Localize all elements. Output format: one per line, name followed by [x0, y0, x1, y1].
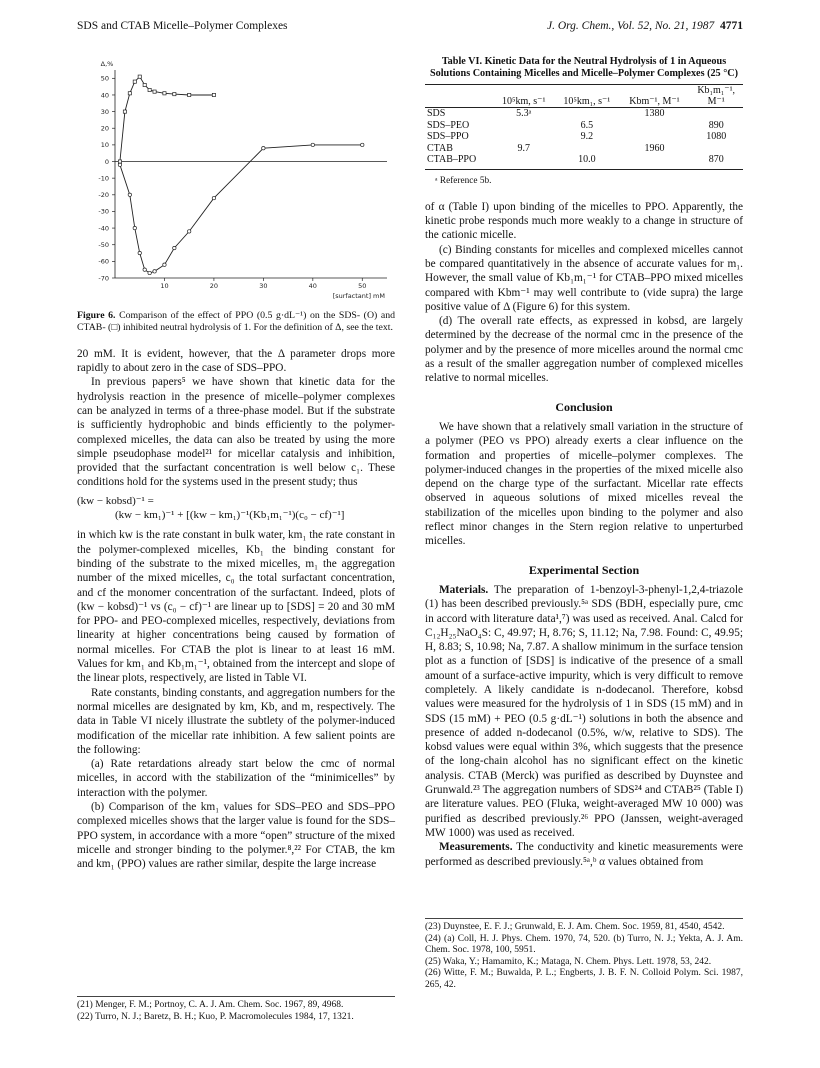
- paragraph: Rate constants, binding constants, and aggregation numbers for the normal micelles are designated by km, Kb, and m, respectively. The data in Table VI nicely illustrate the subtlety of the polymer-induced modification of the micellar rate inhibition. A few salient points are the following:: [77, 686, 395, 756]
- data-point-circle: [153, 270, 156, 273]
- data-point-square: [153, 90, 156, 93]
- data-point-circle: [148, 271, 151, 274]
- paragraph: of α (Table I) upon binding of the micelles to PPO. Apparently, the kinetic probe responds much more weakly to a change in structure of the cationic micelle.: [425, 200, 743, 242]
- table-header: [425, 96, 493, 108]
- left-column: [77, 56, 395, 872]
- series-line: [120, 145, 362, 273]
- footnote: (21) Menger, F. M.; Portnoy, C. A. J. Am. Chem. Soc. 1967, 89, 4968.: [77, 1000, 344, 1010]
- y-tick-label: 30: [100, 107, 109, 116]
- y-tick-label: -10: [98, 174, 109, 183]
- paragraph: (b) Comparison of the km₁ values for SDS–PEO and SDS–PPO complexed micelles shows that the larger value is found for the SDS–PPO system, in accordance with a more “open” structure of the mixed micelle and stronger binding to the polymer.⁸,²² For CTAB, the km and km₁ (PPO) values are rather similar, despite the large increase: [77, 801, 395, 871]
- paragraph: In previous papers⁵ we have shown that kinetic data for the hydrolysis reaction in the presence of micelle–polymer complexes can be analyzed in terms of a three-phase model. But if the substrate is sufficiently hydrophobic and binds efficiently to the polymer-complexed micelles, the data can also be treated by using the more simple pseudophase model²¹ for micellar catalysis and inhibition, provided that the surfactant concentration is well below c₁. These conditions hold for the systems used in the present study; thus: [77, 376, 395, 489]
- data-point-circle: [212, 196, 215, 199]
- data-point-circle: [311, 143, 314, 146]
- table-header: M⁻¹: [689, 96, 743, 108]
- table-cell: [493, 154, 554, 169]
- equation-line: (kw − kobsd)⁻¹ =: [77, 494, 154, 507]
- table-cell: 9.7: [517, 142, 530, 154]
- table-cell: SDS–PEO: [427, 119, 470, 131]
- x-tick-label: 10: [160, 282, 169, 290]
- table-cell: [620, 120, 690, 132]
- y-tick-label: -30: [98, 207, 109, 216]
- data-point-circle: [118, 163, 121, 166]
- running-header-right: [547, 20, 743, 32]
- data-point-circle: [133, 226, 136, 229]
- y-tick-label: -60: [98, 257, 109, 266]
- y-tick-label: -70: [98, 274, 109, 283]
- table-row: [425, 108, 743, 120]
- data-point-square: [133, 80, 136, 83]
- y-tick-label: -50: [98, 241, 109, 250]
- data-point-square: [163, 92, 166, 95]
- x-tick-label: 20: [209, 282, 219, 290]
- table-cell: CTAB–PPO: [425, 154, 493, 169]
- journal-citation: J. Org. Chem., Vol. 52, No. 21, 1987: [546, 20, 715, 32]
- equation-line: (kw − km₁)⁻¹ + [(kw − km₁)⁻¹(Kb₁m₁⁻¹)(c₀ − cf)⁻¹]: [115, 509, 345, 522]
- paragraph-text: The conductivity and kinetic measurements were performed as described previously.⁵ᵃ,ᵇ α values obtained from: [425, 841, 744, 868]
- table-cell: [689, 108, 743, 120]
- table-header: Kb₁m₁⁻¹,: [689, 85, 743, 97]
- paragraph: [425, 840, 743, 869]
- right-column: [425, 56, 743, 869]
- table-cell: [554, 143, 619, 155]
- x-tick-label: 30: [259, 282, 268, 290]
- footnote: (25) Waka, Y.; Hamamito, K.; Mataga, N. Chem. Phys. Lett. 1978, 53, 242.: [425, 956, 712, 967]
- paragraph: 20 mM. It is evident, however, that the Δ parameter drops more rapidly to about zero in the case of SDS–PPO.: [77, 347, 395, 375]
- y-tick-label: 20: [100, 124, 109, 133]
- paragraph: (c) Binding constants for micelles and complexed micelles cannot be compared quantitatively in the absence of accurate values for m₁. However, the small value of Kb₁m₁⁻¹ for CTAB–PPO mixed micelles compared with Kbm⁻¹ may well contribute to (vide supra) the large positive value of Δ (Figure 6) for this system.: [425, 243, 743, 313]
- paragraph: We have shown that a relatively small variation in the structure of a polymer (PEO vs PPO) already exerts a clear influence on the formation and properties of micelle–polymer complexes. The polymer-induced changes in the properties of the mixed micelle also depend on the charge type of the surfactant. Micellar rate effects observed in aqueous solutions of mixed micelles reveal the stabilization of the micelles upon binding to the polymer and also reflect minor changes in the Stern region relative to unperturbed micelles.: [425, 420, 743, 548]
- section-heading: Experimental Section: [528, 562, 640, 577]
- data-point-square: [188, 93, 191, 96]
- footnote: (22) Turro, N. J.; Baretz, B. H.; Kuo, P. Macromolecules 1984, 17, 1321.: [77, 1011, 354, 1022]
- run-in-heading: Measurements.: [439, 841, 513, 854]
- section-heading: Conclusion: [555, 399, 613, 414]
- y-tick-label: -20: [98, 191, 109, 200]
- y-tick-label: -40: [98, 224, 109, 233]
- footnotes-left: [77, 996, 395, 1023]
- y-axis-label: Δ,%: [100, 60, 114, 68]
- table-cell: 9.2: [580, 131, 594, 142]
- paragraph: (d) The overall rate effects, as expressed in kobsd, are largely determined by the decrease of the normal cmc in the presence of the polymer and by the presence of more micelles around the normal cmc as a result of the smaller aggregation number of complexed micelles relative to normal micelles.: [425, 315, 743, 385]
- data-point-square: [148, 88, 151, 91]
- x-tick-label: 40: [308, 282, 317, 290]
- x-tick-label: 50: [358, 282, 367, 290]
- figure-6-chart: [77, 56, 395, 306]
- x-axis-label: [surfactant] mM: [332, 292, 385, 300]
- table-row: [425, 143, 743, 155]
- running-header-left: SDS and CTAB Micelle–Polymer Complexes: [77, 20, 288, 32]
- footnote: (26) Witte, F. M.; Buwalda, P. L.; Engberts, J. B. F. N. Colloid Polym. Sci. 1987, 265, 42.: [425, 968, 743, 990]
- table-cell: [554, 108, 619, 120]
- data-point-square: [123, 110, 126, 113]
- paragraph-text: The preparation of 1-benzoyl-3-phenyl-1,2,4-triazole (1) has been described previously.⁵ᵃ SDS (BDH, especially pure, cmc in accord with literature data¹,⁷) was used as received. Anal. Calcd for C₁₂H₂₅NaO₄S: C, 49.97; H, 8.76; S, 11.12; Na, 7.98. Found: C, 49.95; H, 8.83; S, 10.98; Na, 7.87. A shallow minimum in the surface tension plot as a function of [SDS] is indicative of the presence of a small amount of a surface-active impurity, which is very difficult to remove completely. A likely candidate is n-dodecanol. Therefore, kobsd values were measured for the hydrolysis of 1 in SDS (15 mM) and in SDS (15 mM) + PEO (0.5 g·dL⁻¹) solutions in both the absence and presence of added n-dodecanol (0.5%, w/w, relative to SDS). The kobsd values were equal within 3%, which suggests that the presence of the long-chain alcohol has no significant effect on the kinetic analysis. CTAB (Merck) was purified as described by Duynstee and Grunwald.²³ The aggregation numbers of SDS²⁴ and CTAB²⁵ (Table I) are literature values. PEO (Fluka, weight-averaged MW 10 000) was purified as described previously.²⁶ PPO (Janssen, weight-averaged MW 1000) was used as received.: [425, 583, 743, 839]
- table-cell: [620, 154, 690, 169]
- data-point-circle: [262, 147, 265, 150]
- table-cell: [689, 143, 743, 155]
- table-row: [425, 131, 743, 143]
- table-cell: 870: [689, 154, 743, 169]
- y-tick-label: 10: [100, 141, 109, 150]
- data-point-square: [118, 160, 121, 163]
- y-tick-label: 50: [100, 74, 109, 83]
- table-cell: SDS–PPO: [427, 131, 469, 142]
- data-point-circle: [361, 143, 364, 146]
- table-cell: SDS: [427, 108, 446, 119]
- data-point-circle: [138, 251, 141, 254]
- paragraph: [425, 583, 743, 840]
- series-line: [120, 77, 214, 162]
- caption-label: Figure 6.: [77, 310, 116, 321]
- data-point-square: [212, 93, 215, 96]
- table-cell: 890: [708, 119, 724, 131]
- table-cell: [493, 120, 554, 132]
- paragraph: in which kw is the rate constant in bulk water, km₁ the rate constant in the polymer-complexed micelles, Kb₁ the binding constant for binding of the substrate to the mixed micelles, m₁ the aggregation number of the mixed micelles, c₀ the total surfactant concentration, and cf the monomer concentration of the surfactant. Indeed, plots of (kw − kobsd)⁻¹ vs (c₀ − cf)⁻¹ are linear up to [SDS] = 20 and 30 mM for PPO- and PEO-complexed micelles, respectively, deviations from linearity at higher concentrations being caused by formation of normal micelles. For CTAB the plot is linear to at least 16 mM. Values for km₁ and Kb₁m₁⁻¹, obtained from the intercept and slope of the linear plots, respectively, are listed in Table VI.: [77, 529, 395, 685]
- run-in-heading: Materials.: [439, 583, 489, 596]
- table-cell: 1960: [644, 142, 665, 154]
- table-cell: CTAB: [427, 142, 453, 154]
- kinetic-data-table: [425, 84, 743, 170]
- equation: [77, 494, 395, 523]
- y-tick-label: 0: [104, 157, 109, 166]
- table-header: 10⁵km, s⁻¹: [493, 96, 554, 108]
- table-cell: [493, 131, 554, 143]
- footnote: (23) Duynstee, E. F. J.; Grunwald, E. J. Am. Chem. Soc. 1959, 81, 4540, 4542.: [425, 922, 725, 932]
- y-tick-label: 40: [100, 91, 109, 100]
- page-number: 4771: [720, 20, 743, 32]
- data-point-square: [128, 92, 131, 95]
- table-cell: 1380: [644, 108, 665, 119]
- figure-caption: [77, 310, 395, 335]
- table-header: 10⁵km₁, s⁻¹: [554, 96, 619, 108]
- table-cell: 1080: [706, 131, 727, 142]
- paragraph: (a) Rate retardations already start below the cmc of normal micelles, in accord with the stabilization of the “minimicelles” by interaction with the polymer.: [77, 758, 395, 799]
- footnotes-right: [425, 918, 743, 992]
- data-point-circle: [163, 263, 166, 266]
- table-cell: 6.5: [580, 119, 594, 131]
- footnote: (24) (a) Coll, H. J. Phys. Chem. 1970, 74, 520. (b) Turro, N. J.; Yekta, A. J. Am. Chem. Soc. 1978, 100, 5951.: [425, 933, 743, 956]
- data-point-square: [143, 83, 146, 86]
- table-header: Kbm⁻¹, M⁻¹: [620, 96, 690, 108]
- table-row: [425, 154, 743, 169]
- table-row: [425, 120, 743, 132]
- table-title: Table VI. Kinetic Data for the Neutral Hydrolysis of 1 in Aqueous Solutions Containing Micelles and Micelle–Polymer Complexes (25 °C): [429, 56, 739, 79]
- table-cell: 10.0: [554, 154, 619, 169]
- data-point-circle: [187, 230, 190, 233]
- data-point-circle: [173, 246, 176, 249]
- data-point-square: [138, 75, 141, 78]
- table-cell: 5.3ᵃ: [516, 108, 532, 119]
- table-footnote: ᵃ Reference 5b.: [435, 175, 492, 186]
- data-point-square: [173, 93, 176, 96]
- data-point-circle: [128, 193, 131, 196]
- table-cell: [620, 131, 690, 143]
- caption-text: Comparison of the effect of PPO (0.5 g·dL⁻¹) on the SDS- (O) and CTAB- (□) inhibited neutral hydrolysis of 1. For the definition of Δ, see the text.: [77, 310, 396, 334]
- data-point-circle: [143, 268, 146, 271]
